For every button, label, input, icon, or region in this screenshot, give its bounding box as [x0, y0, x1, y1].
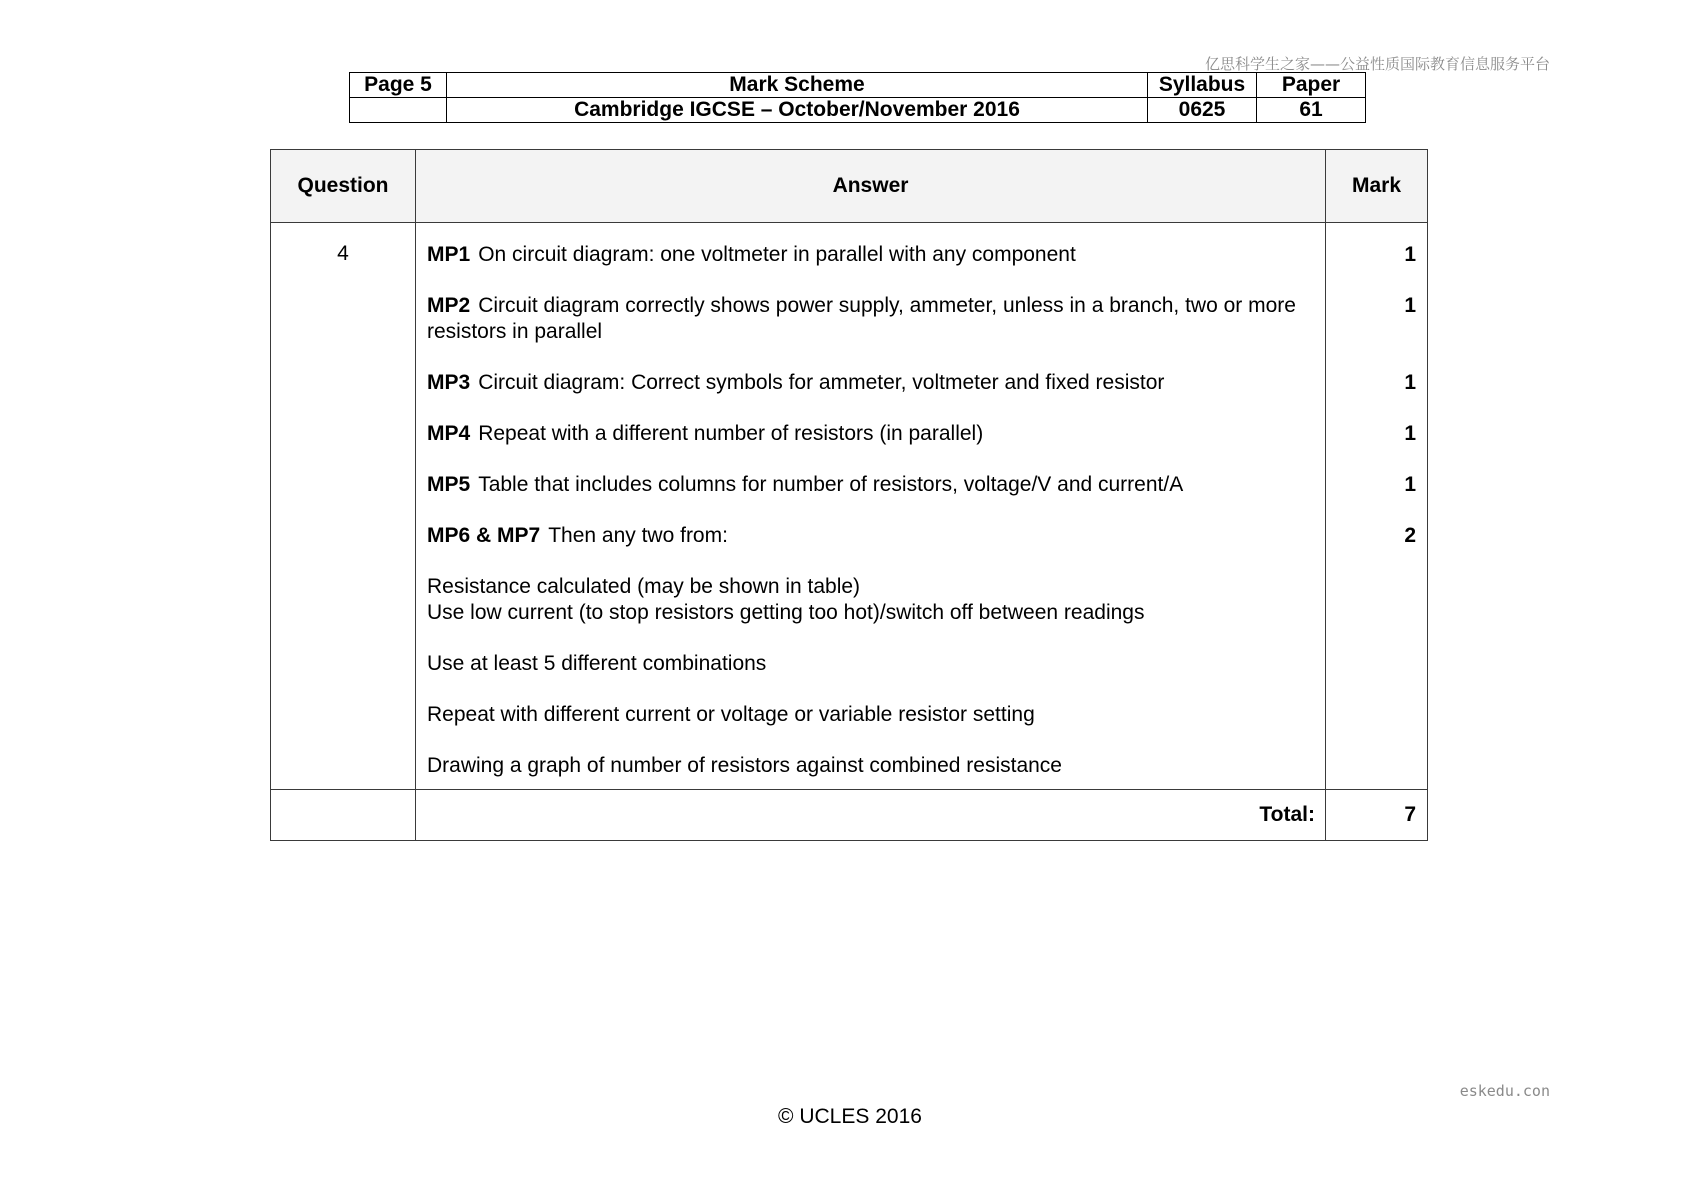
page-number: Page 5: [350, 73, 447, 98]
total-empty-cell: [271, 790, 416, 841]
paper-label: Paper: [1257, 73, 1366, 98]
watermark-top: 亿思科学生之家——公益性质国际教育信息服务平台: [1204, 55, 1550, 73]
total-row: [271, 790, 1428, 841]
option-item: Use low current (to stop resistors getting too hot)/switch off between readings: [427, 601, 1145, 624]
mp-text: Then any two from:: [548, 524, 728, 547]
document-subtitle: Cambridge IGCSE – October/November 2016: [447, 98, 1148, 123]
mark-value: 1: [1404, 473, 1416, 496]
header-empty-cell: [350, 98, 447, 123]
syllabus-label: Syllabus: [1148, 73, 1257, 98]
answer-item-mp2: [427, 293, 1315, 345]
answer-item-mp6-mp7: [427, 523, 1315, 549]
document-title: Mark Scheme: [447, 73, 1148, 98]
mark-value: 1: [1404, 243, 1416, 266]
answer-item-mp5: [427, 472, 1315, 498]
mp-label: MP1: [427, 243, 471, 266]
option-group: [427, 574, 1315, 626]
header-table: [349, 72, 1366, 123]
total-label: Total:: [416, 790, 1326, 841]
copyright-footer: © UCLES 2016: [778, 1105, 922, 1128]
watermark-bottom: eskedu.con: [1459, 1082, 1550, 1100]
answer-item-mp3: [427, 370, 1315, 396]
option-item: Drawing a graph of number of resistors against combined resistance: [427, 754, 1062, 777]
question-number: 4: [271, 223, 416, 790]
mp-text: Table that includes columns for number of resistors, voltage/V and current/A: [478, 473, 1184, 496]
mark-value: 2: [1404, 524, 1416, 547]
mark-scheme-table: [270, 149, 1428, 841]
mp-label: MP4: [427, 422, 471, 445]
mark-header: Mark: [1326, 150, 1428, 223]
option-item: Resistance calculated (may be shown in table): [427, 575, 861, 598]
answer-header: Answer: [416, 150, 1326, 223]
answer-item-mp4: [427, 421, 1315, 447]
mp-label: MP5: [427, 473, 471, 496]
option-item: Repeat with different current or voltage or variable resistor setting: [427, 703, 1035, 726]
table-header-row: [271, 150, 1428, 223]
mp-label: MP2: [427, 294, 471, 317]
mp-text: Circuit diagram correctly shows power supply, ammeter, unless in a branch, two or more resistors in parallel: [427, 294, 1296, 343]
answer-cell: [416, 223, 1326, 790]
total-value: 7: [1326, 790, 1428, 841]
mp-text: Repeat with a different number of resistors (in parallel): [478, 422, 984, 445]
paper-value: 61: [1257, 98, 1366, 123]
mark-cell: [1326, 223, 1428, 790]
mp-label: MP3: [427, 371, 471, 394]
mark-value: 1: [1404, 371, 1416, 394]
syllabus-value: 0625: [1148, 98, 1257, 123]
mark-value: 1: [1404, 294, 1416, 317]
mark-value: 1: [1404, 422, 1416, 445]
mp-text: On circuit diagram: one voltmeter in parallel with any component: [478, 243, 1076, 266]
table-row: [271, 223, 1428, 790]
mp-text: Circuit diagram: Correct symbols for ammeter, voltmeter and fixed resistor: [478, 371, 1165, 394]
option-item: Use at least 5 different combinations: [427, 652, 767, 675]
mp-label: MP6 & MP7: [427, 524, 541, 547]
question-header: Question: [271, 150, 416, 223]
answer-item-mp1: [427, 242, 1315, 268]
